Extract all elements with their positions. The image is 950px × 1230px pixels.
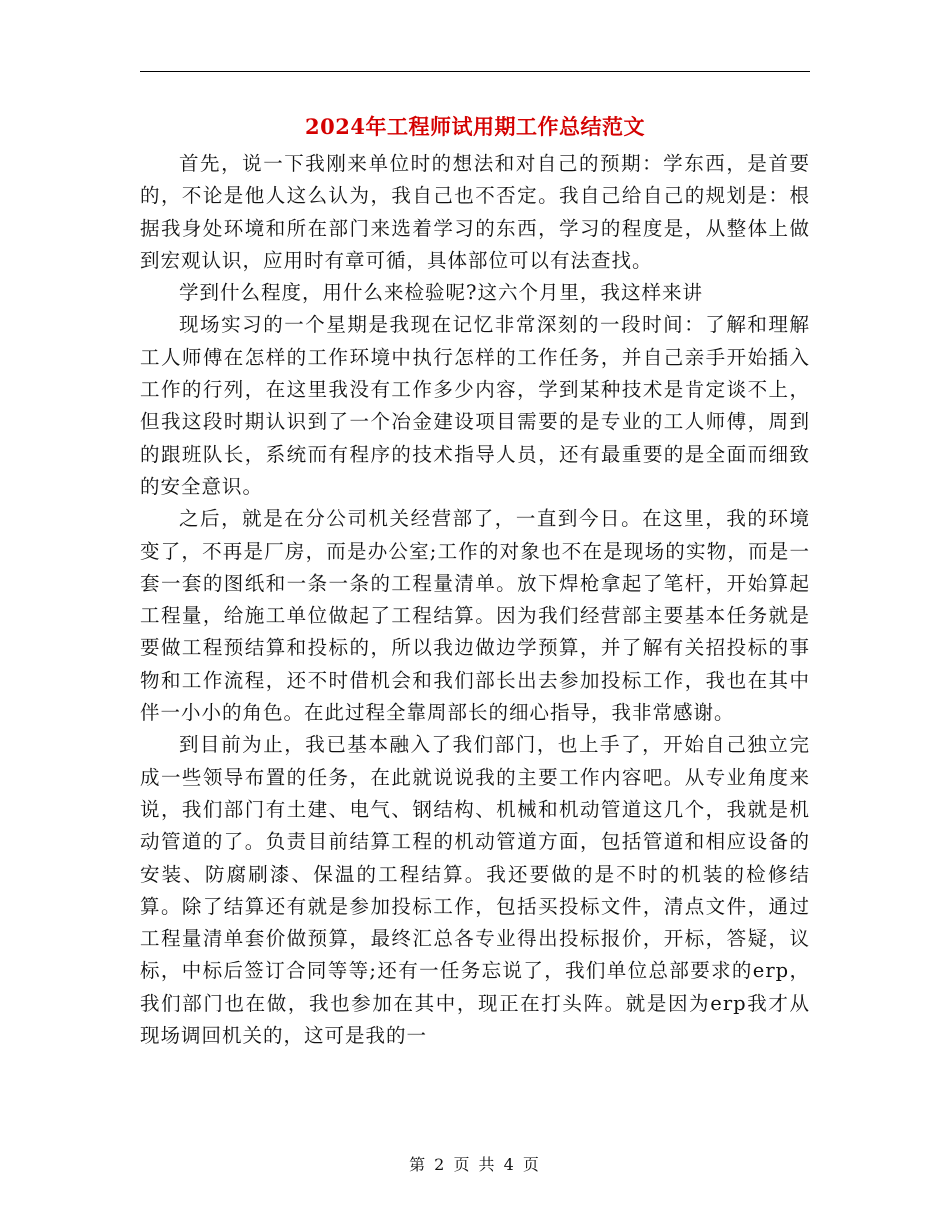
paragraph-5: 到目前为止，我已基本融入了我们部门，也上手了，开始自己独立完成一些领导布置的任务，在此就说说我的主要工作内容吧。从专业角度来说，我们部门有土建、电气、钢结构、机械和机动管道这几个，我就是机动管道的了。负责目前结算工程的机动管道方面，包括管道和相应设备的安装、防腐刷漆、保温的工程结算。我还要做的是不时的机装的检修结算。除了结算还有就是参加投标工作，包括买投标文件，清点文件，通过工程量清单套价做预算，最终汇总各专业得出投标报价，开标，答疑，议标，中标后签订合同等等;还有一任务忘说了，我们单位总部要求的erp，我们部门也在做，我也参加在其中，现正在打头阵。就是因为erp我才从现场调回机关的，这可是我的一 [140,733,810,1048]
paragraph-3: 现场实习的一个星期是我现在记忆非常深刻的一段时间：了解和理解工人师傅在怎样的工作环境中执行怎样的工作任务，并自己亲手开始插入工作的行列，在这里我没有工作多少内容，学到某种技术是肯定谈不上，但我这段时期认识到了一个冶金建设项目需要的是专业的工人师傅，周到的跟班队长，系统而有程序的技术指导人员，还有最重要的是全面而细致的安全意识。 [140,313,810,498]
document-body [140,148,810,1052]
paragraph-4: 之后，就是在分公司机关经营部了，一直到今日。在这里，我的环境变了，不再是厂房，而是办公室;工作的对象也不在是现场的实物，而是一套一套的图纸和一条一条的工程量清单。放下焊枪拿起了笔杆，开始算起工程量，给施工单位做起了工程结算。因为我们经营部主要基本任务就是要做工程预结算和投标的，所以我边做边学预算，并了解有关招投标的事物和工作流程，还不时借机会和我们部长出去参加投标工作，我也在其中伴一小小的角色。在此过程全靠周部长的细心指导，我非常感谢。 [140,507,810,725]
paragraph-1: 首先，说一下我刚来单位时的想法和对自己的预期：学东西，是首要的，不论是他人这么认为，我自己也不否定。我自己给自己的规划是：根据我身处环境和所在部门来选着学习的东西，学习的程度是，从整体上做到宏观认识，应用时有章可循，具体部位可以有法查找。 [140,152,810,272]
page-number-footer: 第 2 页 共 4 页 [409,1155,541,1174]
header-rule [140,71,810,72]
document-title: 2024年工程师试用期工作总结范文 [305,114,645,139]
paragraph-2: 学到什么程度，用什么来检验呢?这六个月里，我这样来讲 [179,281,703,305]
